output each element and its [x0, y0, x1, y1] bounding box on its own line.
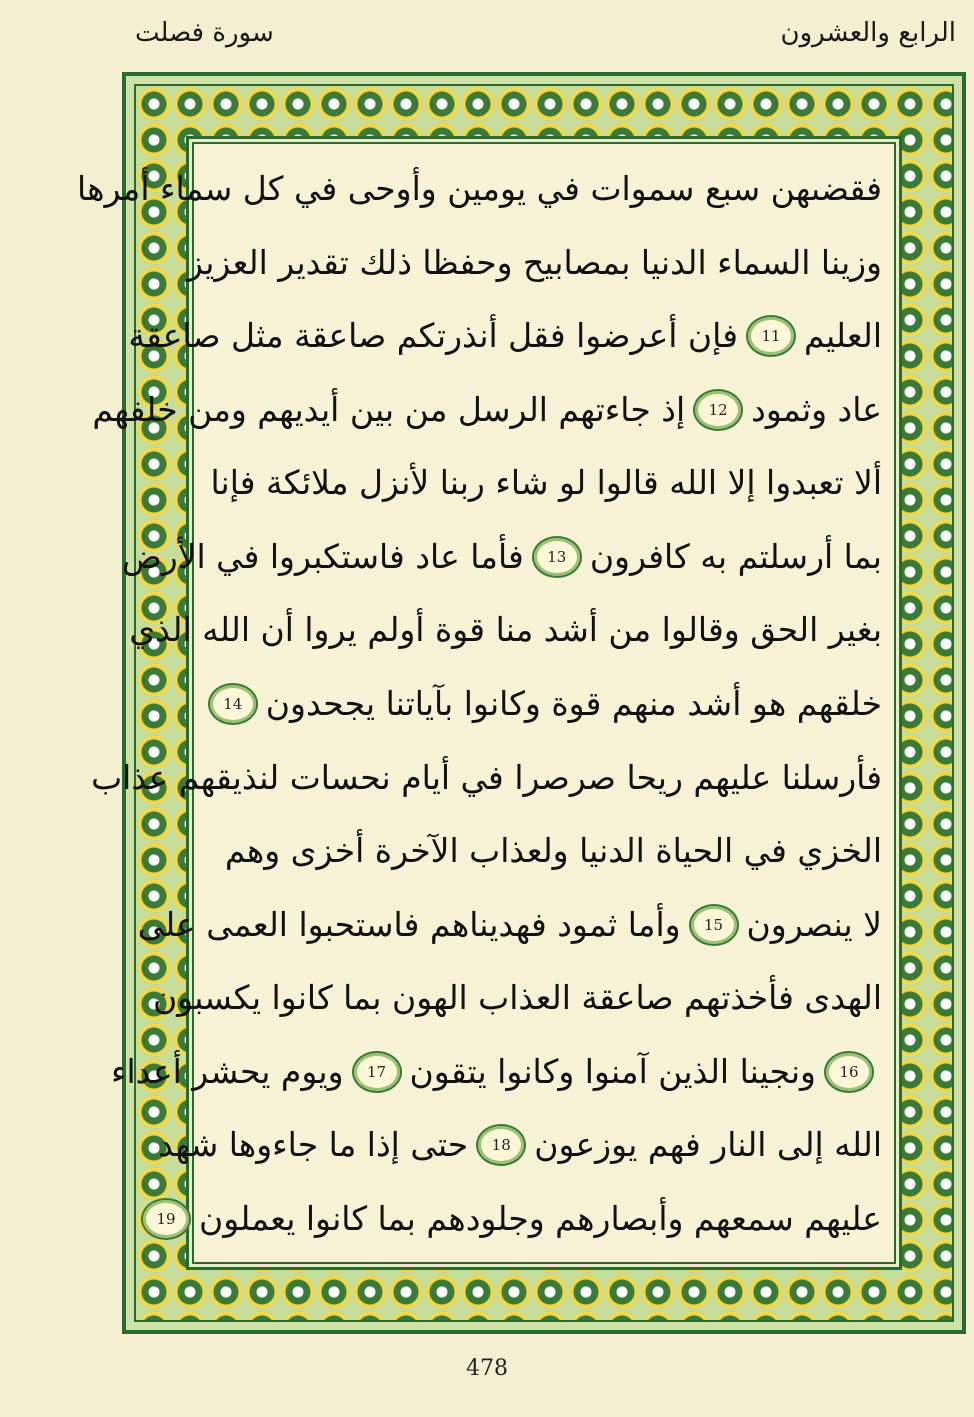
- verse-text: الهدى فأخذتهم صاعقة العذاب الهون بما كانوا يكسبون: [152, 978, 882, 1018]
- text-line: [187, 236, 882, 290]
- page-ornamental-frame: [77, 72, 966, 1334]
- text-lines: [77, 144, 882, 1262]
- text-line: [91, 751, 882, 805]
- page-number: 478: [466, 1356, 508, 1381]
- text-line: [129, 603, 882, 657]
- verse-text: وأما ثمود فهديناهم فاستحبوا العمى على: [137, 904, 681, 944]
- text-line: [110, 1045, 882, 1099]
- ayah-number-marker: 18: [476, 1124, 526, 1166]
- text-line: [206, 824, 882, 878]
- verse-text: عاد وثمود: [751, 389, 882, 429]
- quran-text-panel: [77, 142, 896, 1264]
- verse-text: الله إلى النار فهم يوزعون: [534, 1125, 882, 1165]
- ayah-number-marker: 19: [141, 1198, 191, 1240]
- text-line: [128, 309, 882, 363]
- verse-text: بغير الحق وقالوا من أشد منا قوة أولم يروا أن الله الذي: [129, 610, 882, 650]
- verse-text: الخزي في الحياة الدنيا ولعذاب الآخرة أخزى وهم: [224, 831, 882, 871]
- ayah-number-marker: 11: [746, 315, 796, 357]
- verse-text: بما أرسلتم به كافرون: [589, 536, 882, 576]
- verse-text: فأما عاد فاستكبروا في الأرض: [121, 536, 524, 576]
- verse-text: فأرسلنا عليهم ريحا صرصرا في أيام نحسات لنذيقهم عذاب: [91, 757, 882, 797]
- verse-text: وزينا السماء الدنيا بمصابيح وحفظا ذلك تقدير العزيز: [187, 242, 882, 282]
- verse-text: فإن أعرضوا فقل أنذرتكم صاعقة مثل صاعقة: [128, 316, 738, 356]
- text-line: [156, 1192, 882, 1246]
- text-line: [158, 1118, 882, 1172]
- header-surah-name: سورة فصلت: [135, 18, 274, 48]
- text-line: [206, 677, 882, 731]
- verse-text: ويوم يحشر أعداء: [110, 1051, 344, 1091]
- ayah-number-marker: 17: [352, 1051, 402, 1093]
- verse-text: ونجينا الذين آمنوا وكانوا يتقون: [409, 1051, 816, 1091]
- ayah-number-marker: 16: [824, 1051, 874, 1093]
- verse-text: لا ينصرون: [746, 904, 882, 944]
- ayah-number-marker: 14: [208, 683, 258, 725]
- text-line: [92, 383, 882, 437]
- text-line: [137, 898, 882, 952]
- header-juz-name: الرابع والعشرون: [780, 18, 956, 48]
- verse-text: العليم: [804, 316, 882, 356]
- verse-text: إذ جاءتهم الرسل من بين أيديهم ومن خلفهم: [92, 389, 686, 429]
- verse-text: ألا تعبدوا إلا الله قالوا لو شاء ربنا لأنزل ملائكة فإنا: [210, 463, 882, 503]
- verse-text: حتى إذا ما جاءوها شهد: [158, 1125, 469, 1165]
- verse-text: خلقهم هو أشد منهم قوة وكانوا بآياتنا يجحدون: [265, 683, 882, 723]
- ayah-number-marker: 15: [689, 904, 739, 946]
- ayah-number-marker: 12: [693, 389, 743, 431]
- text-line: [206, 456, 882, 510]
- verse-text: عليهم سمعهم وأبصارهم وجلودهم بما كانوا يعملون: [198, 1198, 882, 1238]
- verse-text: فقضىهن سبع سموات في يومين وأوحى في كل سماء أمرها: [77, 169, 882, 208]
- text-line: [121, 530, 882, 584]
- ayah-number-marker: 13: [532, 536, 582, 578]
- text-line: [77, 162, 882, 216]
- text-line: [152, 971, 882, 1025]
